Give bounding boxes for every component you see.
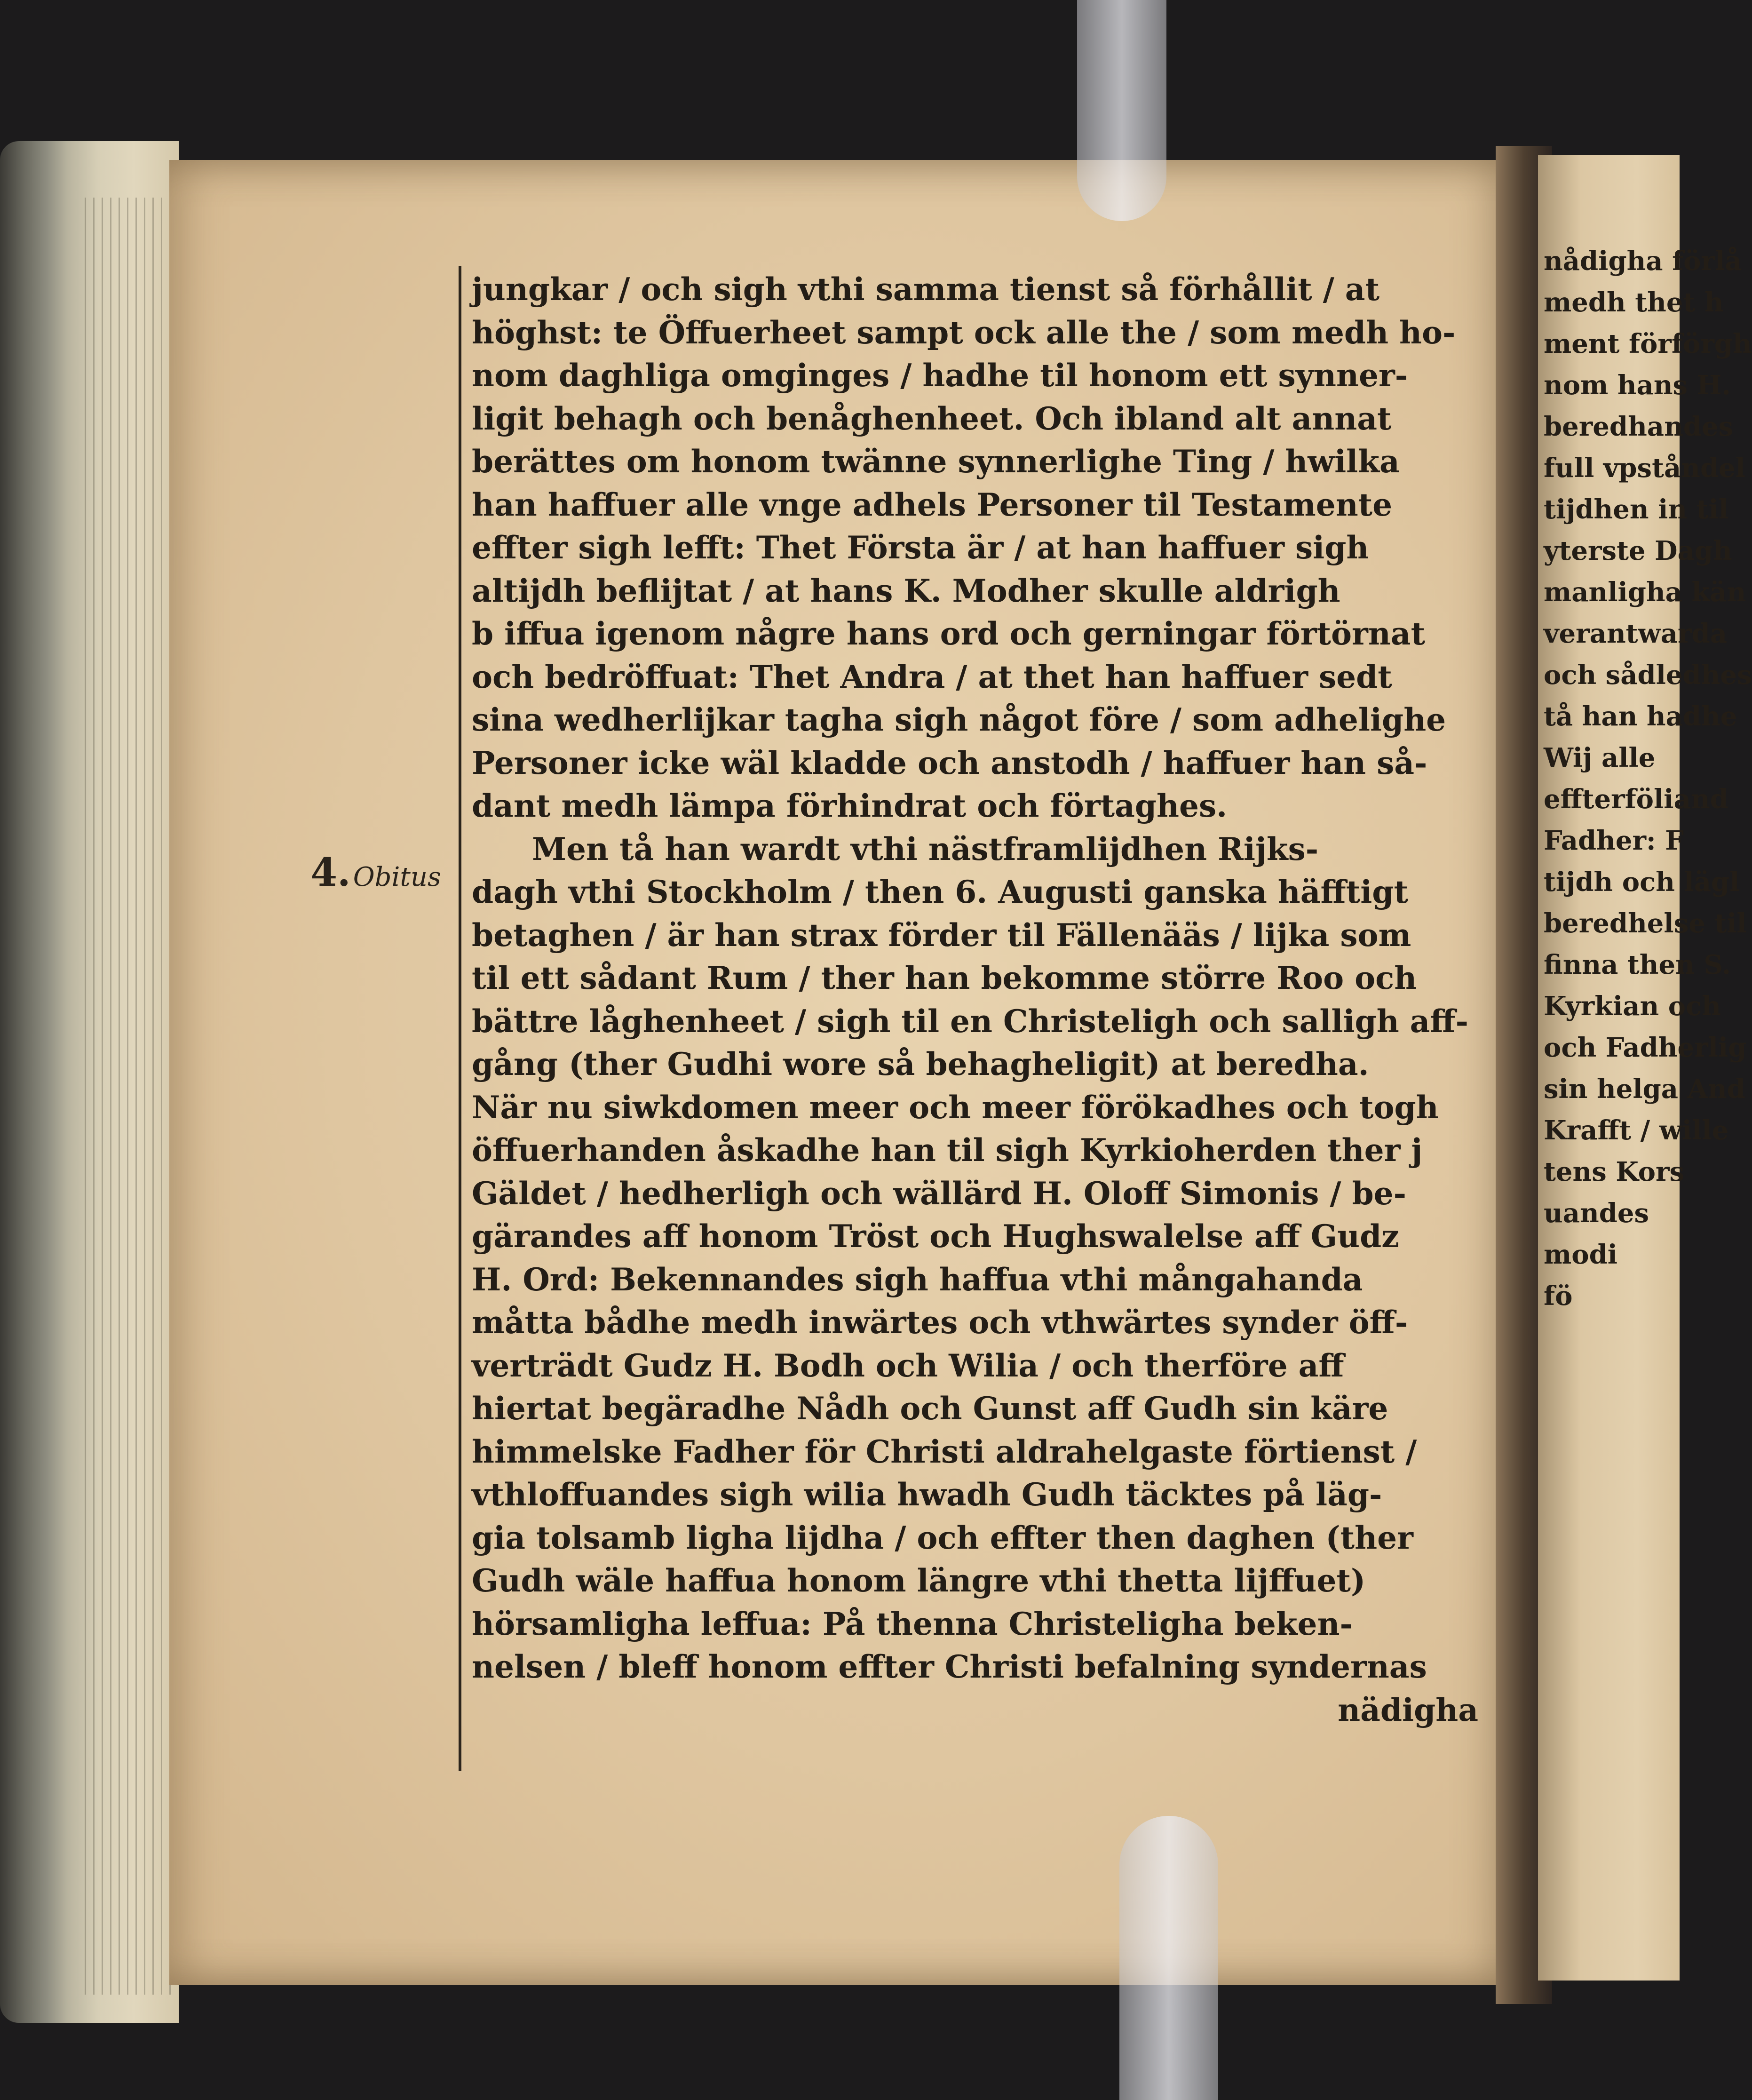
catchword: nädigha (1338, 1691, 1478, 1728)
text-line: nelsen / bleff honom effter Christi befalning syndernas (472, 1648, 1427, 1685)
facing-text-line: ment förförgh (1544, 328, 1752, 359)
text-column (459, 266, 1482, 1771)
margin-note-number: 4. (310, 850, 351, 895)
text-line: dagh vthi Stockholm / then 6. Augusti ganska häfftigt (472, 874, 1408, 910)
text-line: sina wedherlijkar tagha sigh något före / som adhelighe (472, 701, 1446, 738)
facing-text-line: tå han hadhe (1544, 701, 1737, 732)
facing-text-line: tijdhen in til (1544, 494, 1729, 525)
bottom-clip (1119, 1816, 1218, 2100)
facing-text-line: effterföliand (1544, 784, 1728, 815)
text-line: Men tå han wardt vthi nästframlijdhen Rijks- (532, 830, 1319, 867)
top-clip (1077, 0, 1166, 221)
text-line: När nu siwkdomen meer och meer förökadhes och togh (472, 1089, 1439, 1126)
facing-text-line: Fadher: F (1544, 825, 1684, 856)
facing-text-line: verantwarda (1544, 618, 1727, 649)
facing-text-line: uandes (1544, 1198, 1649, 1229)
text-line: effter sigh lefft: Thet Första är / at han haffuer sigh (472, 529, 1369, 566)
text-line: öffuerhanden åskadhe han til sigh Kyrkioherden ther j (472, 1132, 1423, 1169)
text-line: til ett sådant Rum / ther han bekomme större Roo och (472, 960, 1417, 996)
text-line: Gäldet / hedherligh och wällärd H. Oloff Simonis / be- (472, 1175, 1407, 1212)
text-line: jungkar / och sigh vthi samma tienst så förhållit / at (472, 271, 1380, 308)
facing-text-line: beredhelse til (1544, 908, 1747, 939)
text-line: gång (ther Gudhi wore så behagheligit) at beredha. (472, 1046, 1369, 1082)
text-line: betaghen / är han strax förder til Fällenääs / lijka som (472, 916, 1411, 954)
facing-page (1538, 155, 1752, 1981)
text-line: Gudh wäle haffua honom längre vthi thetta lijffuet) (472, 1562, 1366, 1599)
facing-text-line: full vpståndel (1544, 453, 1745, 484)
text-line: dant medh lämpa förhindrat och förtaghes. (472, 788, 1228, 824)
text-line: himmelske Fadher för Christi aldrahelgaste förtienst / (472, 1433, 1417, 1470)
facing-text-line: nom hans H. (1544, 370, 1731, 401)
facing-text-line: manligha kän (1544, 577, 1746, 608)
text-line: ligit behagh och benåghenheet. Och ibland alt annat (472, 400, 1392, 437)
facing-text-line: medh thet h (1544, 287, 1724, 318)
text-line: berättes om honom twänne synnerlighe Ting / hwilka (472, 443, 1400, 480)
text-line: verträdt Gudz H. Bodh och Wilia / och therföre aff (472, 1347, 1344, 1384)
facing-text-line: yterste Dagh (1544, 535, 1732, 566)
facing-text-line: Kyrkian och (1544, 991, 1721, 1022)
text-line: vthloffuandes sigh wilia hwadh Gudh täcktes på läg- (472, 1476, 1382, 1513)
facing-text-line: finna then S. (1544, 949, 1731, 980)
text-line: H. Ord: Bekennandes sigh haffua vthi mångahanda (472, 1261, 1363, 1298)
text-line: gia tolsamb ligha lijdha / och effter then daghen (ther (472, 1519, 1413, 1556)
text-line: hörsamligha leffua: På thenna Christeligha beken- (472, 1605, 1353, 1642)
facing-text-line: nådigha förlå (1544, 246, 1742, 277)
margin-note (310, 849, 441, 896)
facing-text-line: tijdh och lägl (1544, 867, 1740, 898)
text-line: hiertat begäradhe Nådh och Gunst aff Gudh sin käre (472, 1390, 1388, 1427)
facing-text-line: och sådledhes (1544, 660, 1752, 691)
facing-text-line: beredhandes (1544, 411, 1734, 442)
text-line: bättre låghenheet / sigh til en Christeligh och salligh aff- (472, 1002, 1468, 1040)
facing-text-line: Wij alle (1544, 742, 1656, 773)
facing-text-line: tens Kors (1544, 1156, 1685, 1187)
text-line: måtta bådhe medh inwärtes och vthwärtes synder öff- (472, 1304, 1408, 1341)
text-line: altijdh beflijtat / at hans K. Modher skulle aldrigh (472, 572, 1340, 609)
facing-text-line: sin helga And (1544, 1074, 1745, 1105)
text-line: Personer icke wäl kladde och anstodh / haffuer han så- (472, 744, 1427, 781)
text-line: nom daghliga omginges / hadhe til honom ett synner- (472, 357, 1408, 394)
text-line: b iffua igenom någre hans ord och gerningar förtörnat (472, 615, 1426, 652)
page-edge-lines (85, 198, 174, 1995)
text-line: han haffuer alle vnge adhels Personer til Testamente (472, 486, 1393, 523)
text-line: höghst: te Öffuerheet sampt ock alle the / som medh ho- (472, 314, 1456, 351)
facing-text-line: och Fadherlig (1544, 1032, 1747, 1063)
facing-text-line: fö (1544, 1281, 1573, 1312)
text-line: gärandes aff honom Tröst och Hughswalelse aff Gudz (472, 1218, 1399, 1255)
margin-note-word: Obitus (353, 862, 441, 892)
facing-text-line: modi (1544, 1239, 1618, 1270)
text-line: och bedröffuat: Thet Andra / at thet han haffuer sedt (472, 658, 1392, 695)
facing-text-line: Krafft / wille (1544, 1115, 1729, 1146)
page-edges (0, 141, 179, 2023)
